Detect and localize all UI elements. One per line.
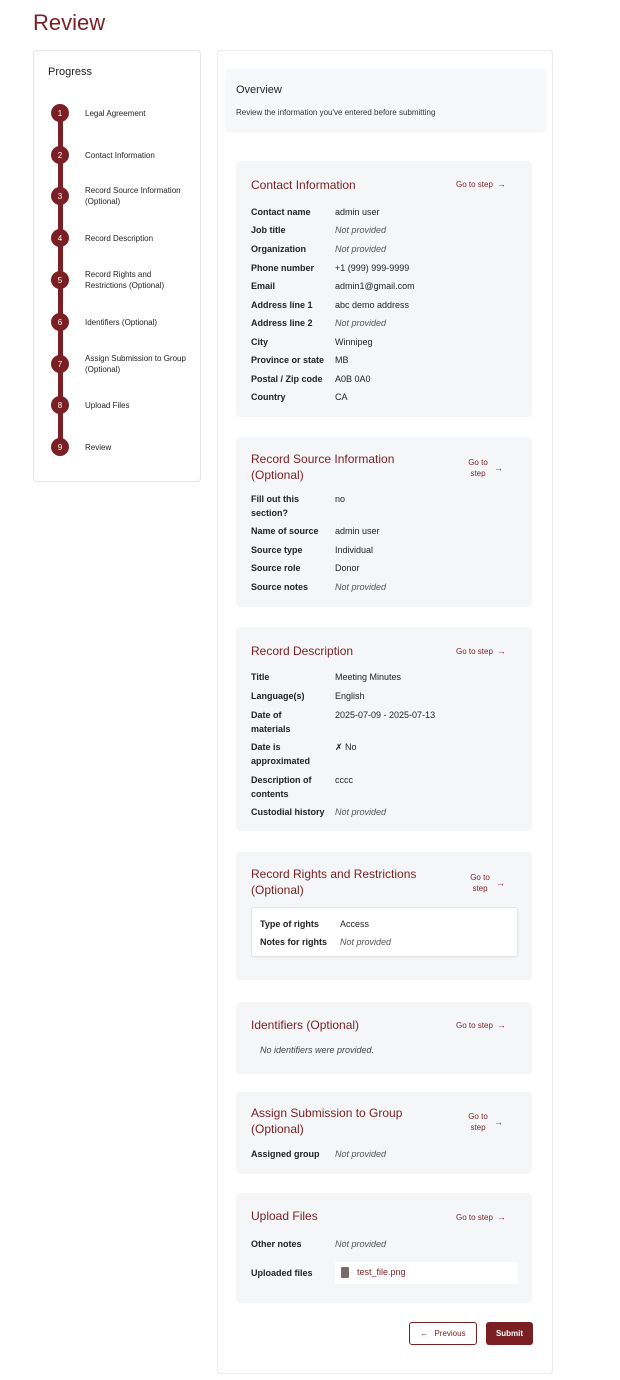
step-label: Contact Information [85,151,155,160]
detail-label: Date of materials [251,710,291,734]
detail-value: Not provided [335,1149,387,1159]
section-title: Assign Submission to Group (Optional) [251,1106,403,1136]
go-to-step-link[interactable] [456,179,506,190]
step-label: Record Rights and Restrictions (Optional) [85,270,165,290]
go-to-step-label: Go to step [470,873,490,893]
overview-card [226,69,546,131]
detail-label: Title [251,672,270,682]
detail-label: Assigned group [251,1149,320,1159]
detail-value: Winnipeg [335,337,373,347]
step-label: Record Source Information (Optional) [85,186,181,206]
detail-label: Email [251,281,276,291]
detail-value: Meeting Minutes [335,672,402,682]
overview-subtitle: Review the information you've entered before submitting [236,108,436,117]
detail-value: ✗ No [335,742,357,752]
step-number: 8 [51,396,69,414]
previous-label: Previous [434,1329,466,1338]
detail-value: abc demo address [335,300,410,310]
go-to-step-link[interactable] [456,1212,506,1223]
detail-value: admin user [335,526,380,536]
go-to-step-label: Go to step [468,458,488,478]
detail-value: Not provided [340,937,392,947]
detail-label: Address line 1 [251,300,313,310]
description-section [236,627,532,831]
arrow-left-icon: ← [420,1329,429,1338]
section-title: Identifiers (Optional) [251,1018,360,1032]
detail-value: Not provided [335,582,387,592]
detail-value: 2025-07-09 - 2025-07-13 [335,710,436,720]
go-to-step-label: Go to step [456,1213,493,1222]
file-name[interactable]: test_file.png [357,1267,406,1277]
detail-label: City [251,337,269,347]
detail-value: English [335,691,365,701]
detail-label: Source notes [251,582,309,592]
arrow-right-icon: → [496,1020,506,1030]
submit-button[interactable]: Submit [486,1322,533,1345]
detail-value: admin1@gmail.com [335,281,415,291]
go-to-step-link[interactable] [456,646,506,657]
go-to-step-link[interactable] [466,1111,510,1133]
detail-value: admin user [335,207,380,217]
detail-value: Access [340,919,370,929]
detail-label: Fill out this section? [251,494,299,518]
detail-label: Contact name [251,207,311,217]
detail-label: Date is approximated [251,742,311,766]
step-number: 4 [51,229,69,247]
arrow-right-icon: → [496,646,506,656]
step-label: Legal Agreement [85,109,146,118]
detail-value: CA [335,392,348,402]
step-number: 6 [51,313,69,331]
section-title: Record Rights and Restrictions (Optional) [251,867,417,897]
step-number: 5 [51,271,69,289]
step-number: 1 [51,104,69,122]
detail-value: Not provided [335,807,387,817]
arrow-right-icon: → [496,877,505,888]
progress-sidebar [33,50,201,482]
detail-label: Type of rights [260,919,319,929]
detail-value: no [335,494,346,504]
detail-value: Donor [335,563,360,573]
contact-section [236,161,532,417]
detail-label: Language(s) [251,691,305,701]
section-title: Record Source Information (Optional) [251,452,395,482]
file-icon [341,1267,349,1278]
section-title: Contact Information [251,178,356,192]
detail-value: Not provided [335,318,387,328]
rights-section [236,852,532,980]
detail-value: Not provided [335,244,387,254]
step-label: Upload Files [85,401,130,410]
detail-value: Not provided [335,1239,387,1249]
detail-value: A0B 0A0 [335,374,371,384]
detail-value: cccc [335,775,353,785]
detail-label: Name of source [251,526,319,536]
step-number: 7 [51,355,69,373]
detail-value: MB [335,355,349,365]
empty-identifiers-note: No identifiers were provided. [260,1045,375,1055]
detail-label: Custodial history [251,807,325,817]
progress-title: Progress [48,66,93,78]
section-title: Upload Files [251,1209,318,1223]
step-label: Record Description [85,234,154,243]
arrow-right-icon: → [494,1116,503,1127]
detail-label: Phone number [251,263,315,273]
detail-label: Source role [251,563,301,573]
detail-label: Source type [251,545,303,555]
detail-label: Description of contents [251,775,312,799]
detail-label: Postal / Zip code [251,374,323,384]
previous-button[interactable] [409,1322,477,1345]
detail-label: Notes for rights [260,937,328,947]
detail-value: Individual [335,545,374,555]
detail-label: Address line 2 [251,318,313,328]
go-to-step-label: Go to step [468,1112,488,1132]
step-number: 2 [51,146,69,164]
step-number: 9 [51,438,69,456]
step-label: Identifiers (Optional) [85,318,158,327]
arrow-right-icon: → [494,462,503,473]
go-to-step-link[interactable] [468,872,512,894]
go-to-step-link[interactable] [466,457,510,479]
detail-label: Organization [251,244,307,254]
detail-label: Job title [251,225,286,235]
upload-section [236,1193,532,1303]
detail-value: Not provided [335,225,387,235]
go-to-step-label: Go to step [456,180,493,189]
identifiers-section [236,1002,532,1074]
page-title: Review [33,10,106,35]
source-section [236,437,532,607]
rights-card [251,907,518,957]
group-section [236,1092,532,1174]
review-panel [217,50,553,1374]
go-to-step-link[interactable] [456,1020,506,1031]
overview-title: Overview [236,84,282,96]
detail-label: Province or state [251,355,325,365]
arrow-right-icon: → [496,1212,506,1222]
go-to-step-label: Go to step [456,1021,493,1030]
step-label: Review [85,443,112,452]
step-label: Assign Submission to Group (Optional) [85,354,186,374]
detail-label: Other notes [251,1239,302,1249]
detail-value: +1 (999) 999-9999 [335,263,410,273]
detail-label: Country [251,392,286,402]
go-to-step-label: Go to step [456,647,493,656]
arrow-right-icon: → [496,179,506,189]
detail-label: Uploaded files [251,1268,313,1278]
uploaded-file-item[interactable] [335,1262,518,1284]
section-title: Record Description [251,644,354,658]
step-number: 3 [51,187,69,205]
